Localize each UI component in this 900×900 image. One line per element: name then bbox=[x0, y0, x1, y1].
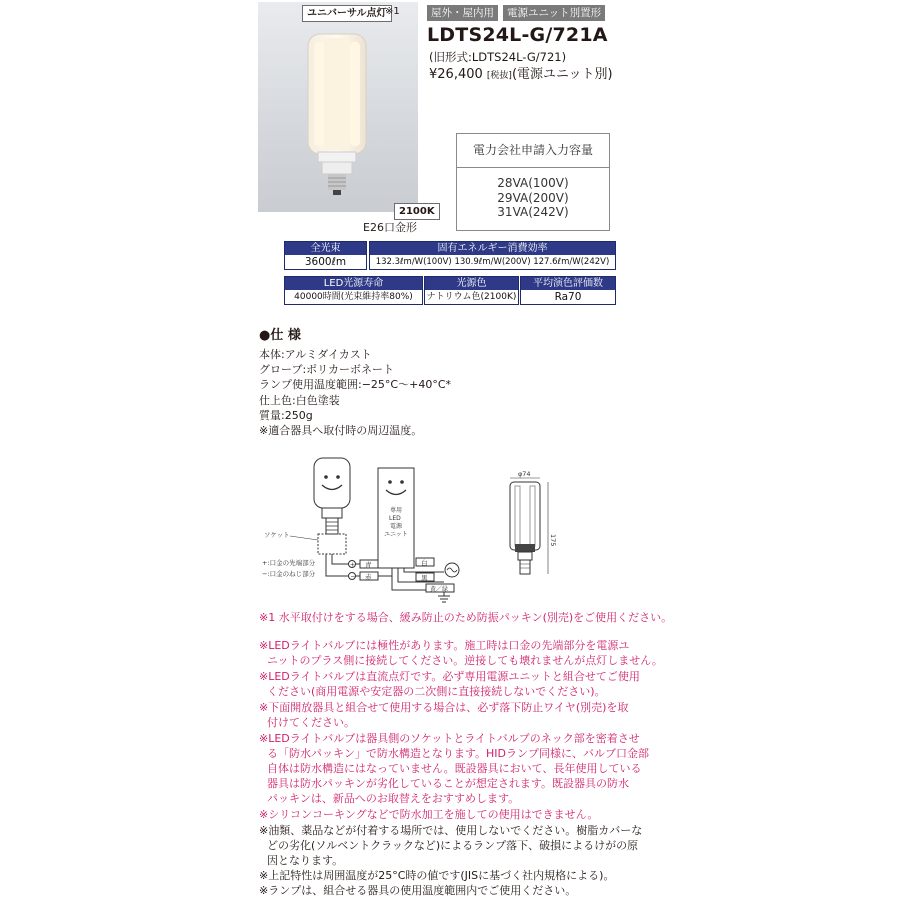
lamp-illustration bbox=[258, 2, 418, 212]
spec-lumen-value: 3600ℓm bbox=[285, 255, 366, 269]
spec-cri-title: 平均演色評価数 bbox=[521, 277, 615, 290]
badge-outdoor-indoor: 屋外・屋内用 bbox=[427, 5, 498, 21]
input-capacity-box bbox=[456, 133, 610, 231]
plus-label: +:口金の先端部分 bbox=[262, 559, 316, 567]
note-dc-1: ※LEDライトバルブは直流点灯です。必ず専用電源ユニットと組合せてご使用 bbox=[259, 670, 640, 683]
wire-red-label: 赤 bbox=[365, 573, 372, 581]
dim-height: 175 bbox=[549, 534, 557, 547]
minus-label: −:口金のねじ部分 bbox=[262, 570, 316, 578]
spec-light-color-title: 光源色 bbox=[425, 277, 518, 290]
universal-lighting-tag: ユニバーサル点灯 bbox=[302, 5, 392, 22]
note-dc-2: ください(商用電源や安定器の二次側に直接接続しないでください)。 bbox=[267, 685, 606, 698]
spec-life-title: LED光源寿命 bbox=[285, 277, 422, 290]
note-horizontal-mount: ※1 水平取付けをする場合、緩み防止のため防振パッキン(別売)をご使用ください。 bbox=[259, 611, 673, 624]
spec-footnote: ※適合器具へ取付時の周辺温度。 bbox=[259, 424, 423, 438]
note-silicone: ※シリコンコーキングなどで防水加工を施しての使用はできません。 bbox=[259, 808, 599, 821]
old-model-number: (旧形式:LDTS24L-G/721) bbox=[429, 50, 567, 64]
note-chemicals-1: ※油類、薬品などが付着する場所では、使用しないでください。樹脂カバーな bbox=[259, 824, 643, 837]
spec-lumen bbox=[284, 241, 367, 270]
spec-light-color bbox=[424, 276, 519, 305]
base-label: E26口金形 bbox=[363, 221, 417, 234]
note-waterproof-5: パッキンは、新品へのお取替えをおすすめします。 bbox=[267, 792, 520, 805]
wire-white-label: 白 bbox=[421, 559, 428, 567]
spec-temp-range: ランプ使用温度範囲:−25°C〜+40°C* bbox=[259, 378, 451, 392]
wire-black-label: 黒 bbox=[421, 574, 428, 582]
note-waterproof-1: ※LEDライトバルブは器具側のソケットとライトバルブのネック部を密着させ bbox=[259, 732, 640, 745]
spec-weight: 質量:250g bbox=[259, 408, 313, 422]
price-note: (電源ユニット別) bbox=[511, 67, 613, 82]
badge-separate-power-unit: 電源ユニット別置形 bbox=[503, 5, 605, 21]
spec-light-color-value: ナトリウム色(2100K) bbox=[426, 292, 517, 302]
spec-efficiency-title: 固有エネルギー消費効率 bbox=[370, 242, 615, 255]
capacity-100v: 28VA(100V) bbox=[497, 176, 569, 190]
svg-text:+: + bbox=[350, 561, 356, 569]
product-photo bbox=[258, 2, 418, 212]
wire-ground-label: 黄／緑 bbox=[430, 586, 449, 593]
spec-finish: 仕上色:白色塗装 bbox=[259, 393, 340, 407]
dim-diameter: φ74 bbox=[518, 470, 531, 478]
spec-lumen-title: 全光束 bbox=[285, 242, 366, 255]
note-wire-2: 付けてください。 bbox=[267, 716, 355, 729]
spec-cri bbox=[520, 276, 616, 305]
spec-life-value: 40000時間(光束維持率80%) bbox=[285, 290, 422, 304]
unit-label-4: ユニット bbox=[384, 531, 408, 538]
svg-text:−: − bbox=[350, 573, 356, 581]
wire-blue-label: 青 bbox=[365, 561, 372, 569]
note-chemicals-2: どの劣化(ソルベントクラックなど)によるランプ落下、破損によるけがの原 bbox=[267, 839, 639, 852]
spec-efficiency-value: 132.3ℓm/W(100V) 130.9ℓm/W(200V) 127.6ℓm/W(242V) bbox=[370, 255, 615, 269]
note-polarity-1: ※LEDライトバルブには極性があります。施工時は口金の先端部分を電源ユ bbox=[259, 639, 630, 652]
spec-body: 本体:アルミダイカスト bbox=[259, 348, 372, 361]
lamp-outline bbox=[314, 458, 350, 508]
spec-globe: グローブ:ポリカーボネート bbox=[259, 363, 395, 377]
spec-list bbox=[259, 347, 451, 438]
price bbox=[429, 63, 613, 82]
spec-life bbox=[284, 276, 423, 305]
note-wire-1: ※下面開放器具と組合せて使用する場合は、必ず落下防止ワイヤ(別売)を取 bbox=[259, 701, 629, 714]
spec-efficiency bbox=[369, 241, 616, 270]
capacity-200v: 29VA(200V) bbox=[497, 190, 569, 205]
spec-heading: ●仕 様 bbox=[259, 328, 301, 343]
note-waterproof-2: る「防水パッキン」で防水構造となります。HIDランプ同様に、バルブ口金部 bbox=[267, 747, 649, 760]
price-tax: [税抜] bbox=[486, 71, 512, 81]
capacity-title: 電力会社申請入力容量 bbox=[457, 134, 609, 168]
note-characteristics: ※上記特性は周囲温度が25°C時の値です(JISに基づく社内規格による)。 bbox=[259, 869, 615, 882]
wiring-diagram bbox=[256, 450, 496, 610]
spec-cri-value: Ra70 bbox=[521, 290, 615, 304]
model-number: LDTS24L-G/721A bbox=[427, 24, 608, 46]
note-temp-range: ※ランプは、組合せる器具の使用温度範囲内でご使用ください。 bbox=[259, 884, 577, 897]
unit-label-3: 電源 bbox=[390, 523, 403, 530]
unit-label-1: 専用 bbox=[390, 507, 403, 514]
price-value: ¥26,400 bbox=[429, 67, 483, 82]
note-waterproof-3: 自体は防水構造にはなっていません。既設器具において、長年使用している bbox=[267, 762, 642, 775]
universal-note-mark: ※1 bbox=[385, 6, 400, 17]
note-waterproof-4: 器具は防水パッキンが劣化していることが想定されます。既設器具の防水 bbox=[267, 777, 630, 790]
note-polarity-2: ニットのプラス側に接続してください。逆接しても壊れませんが点灯しません。 bbox=[267, 654, 663, 667]
capacity-242v: 31VA(242V) bbox=[497, 205, 569, 219]
socket-label: ソケット bbox=[264, 531, 290, 539]
dimension-drawing bbox=[498, 470, 568, 590]
color-temp-tag: 2100K bbox=[394, 203, 440, 220]
unit-label-2: LED bbox=[389, 515, 401, 522]
note-chemicals-3: 因となります。 bbox=[267, 854, 344, 867]
